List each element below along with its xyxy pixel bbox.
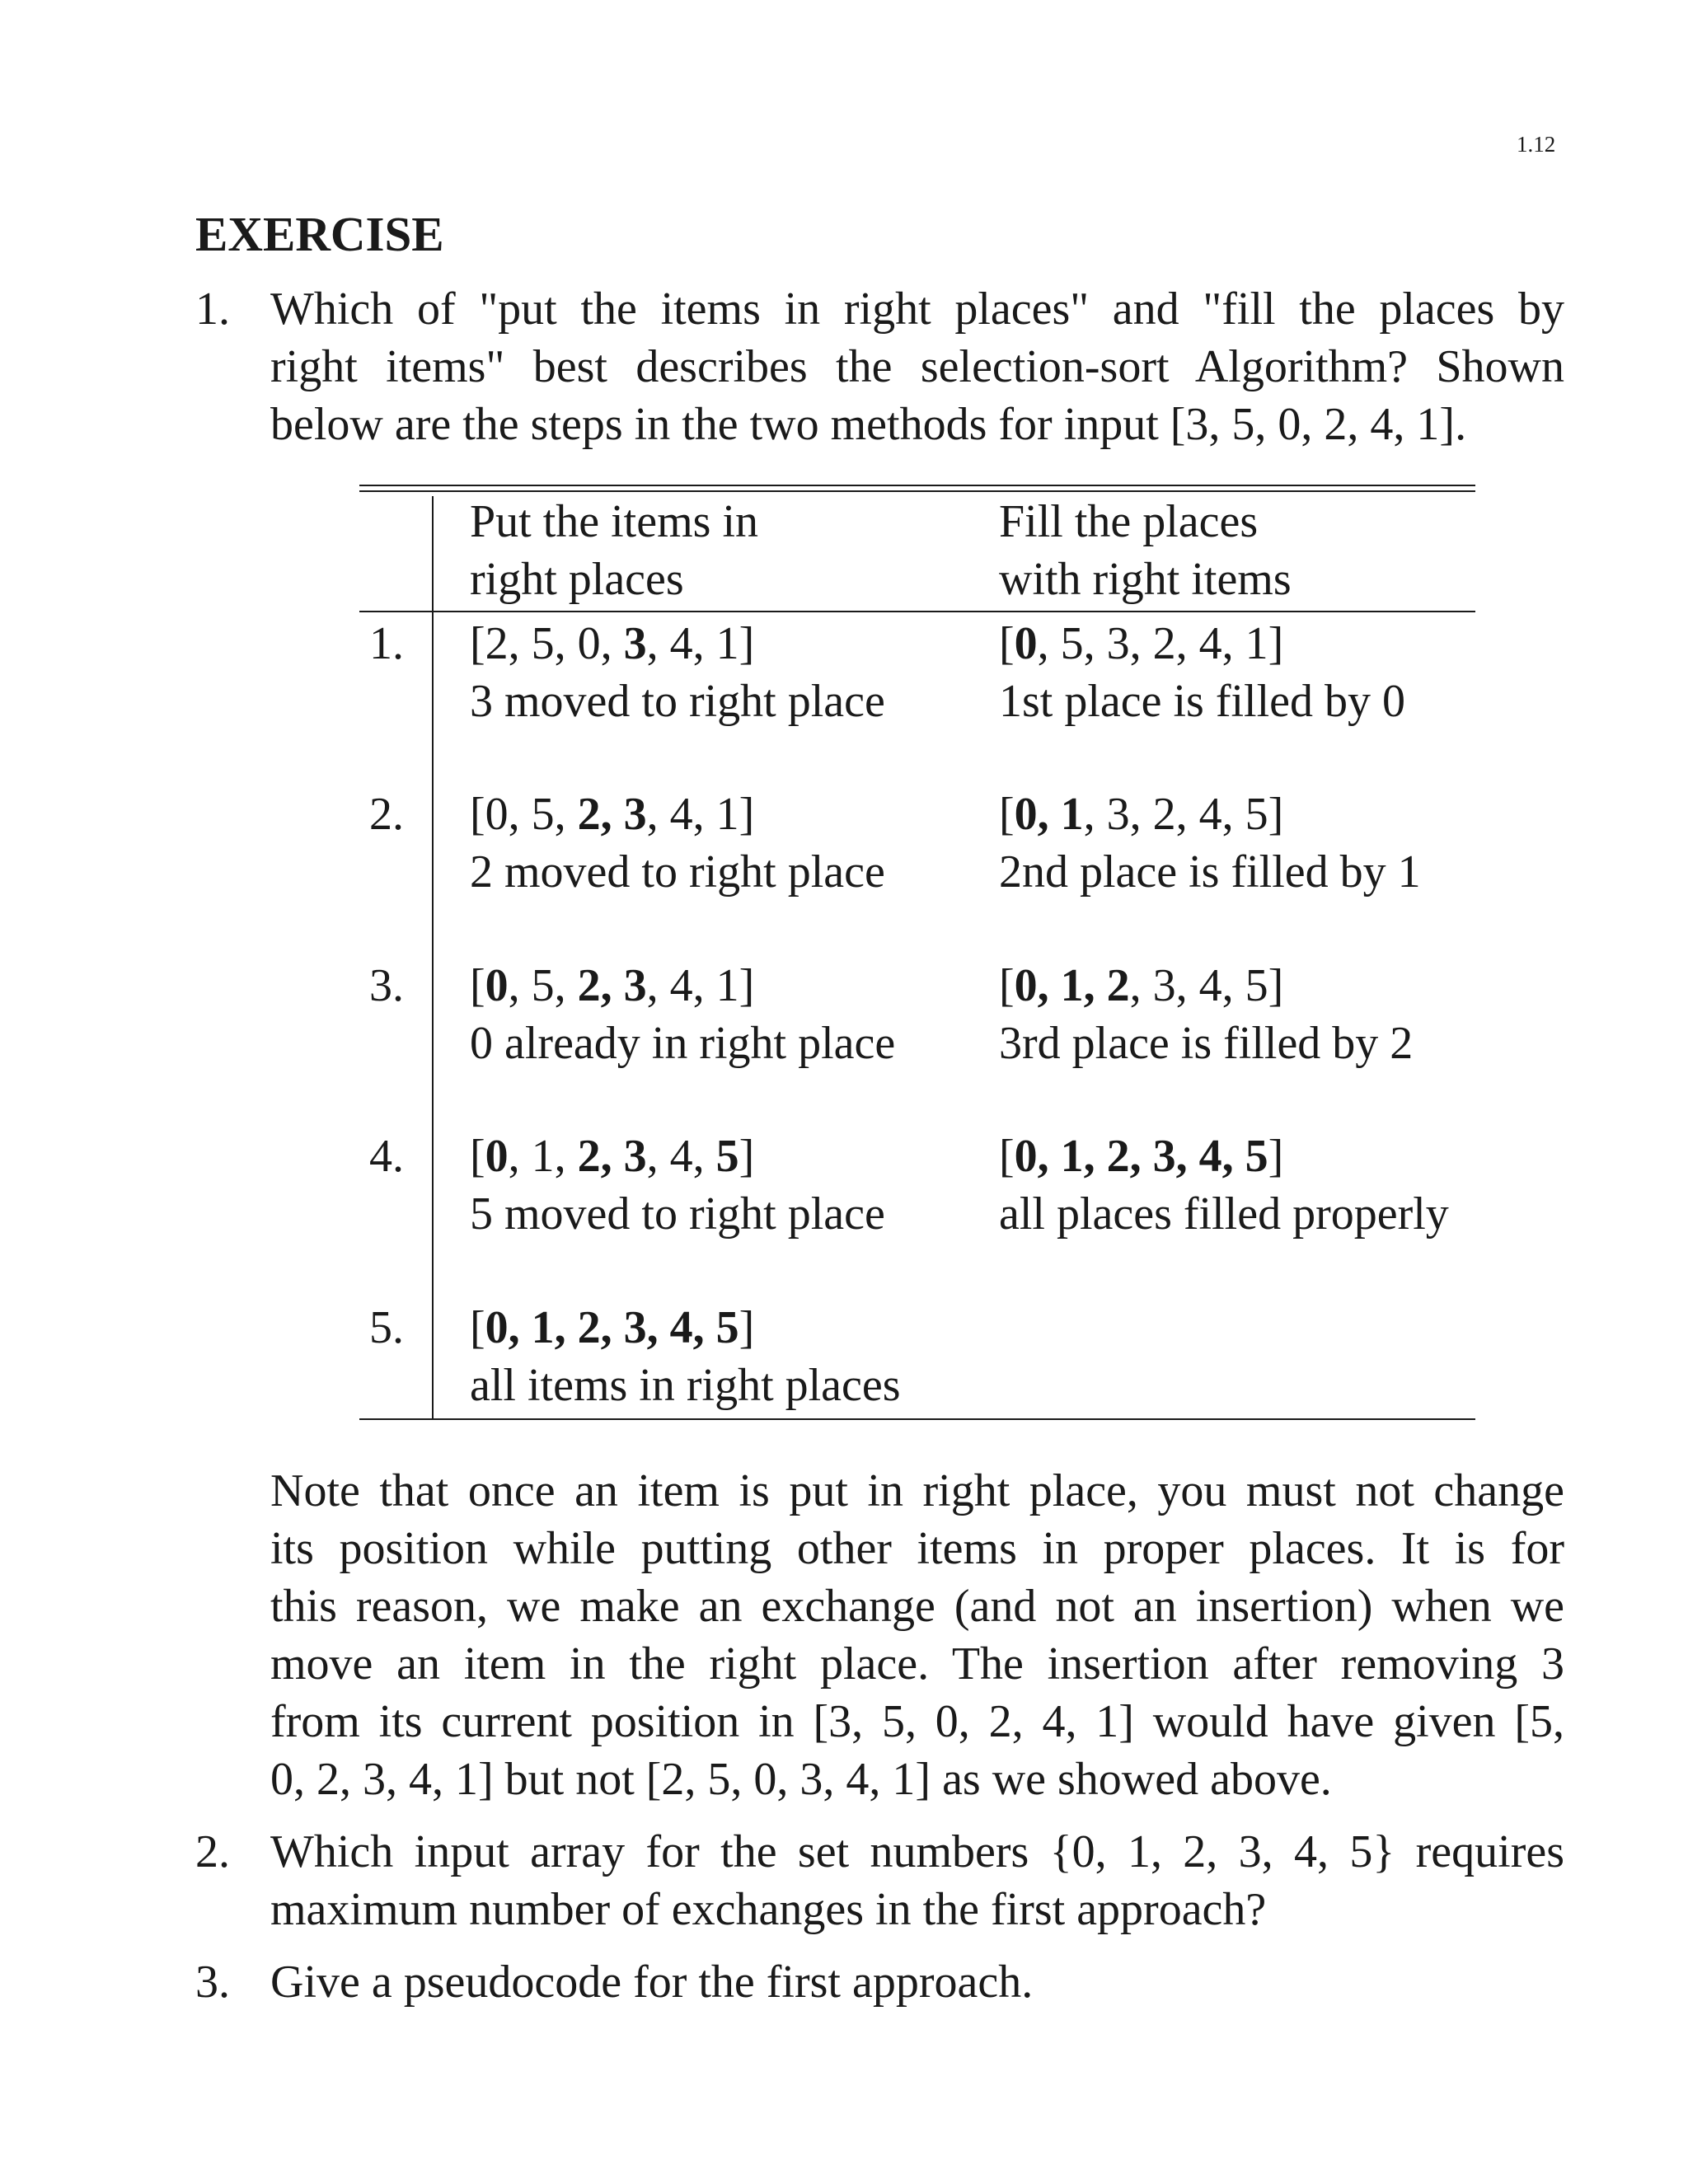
col1-header-line: right places — [470, 554, 684, 605]
question-2-text — [270, 1823, 1564, 1938]
table-top-rule — [359, 485, 1475, 486]
bold-item: 3 — [623, 618, 647, 669]
col2-note: 1st place is filled by 0 — [999, 676, 1406, 727]
array-text: [ — [470, 1302, 485, 1353]
question-1-number: 1. — [195, 284, 230, 335]
array-text: , 3, 4, 5] — [1129, 960, 1284, 1011]
table-column-rule — [432, 496, 434, 1420]
bold-item: 0 — [485, 960, 509, 1011]
col1-cell — [470, 785, 885, 901]
step-number: 4. — [369, 1131, 404, 1182]
step-number: 1. — [369, 618, 404, 669]
exercise-heading: EXERCISE — [195, 207, 444, 261]
bold-item: 0 — [485, 1131, 509, 1182]
note-line: move an item in the right place. The insertion after removing 3 — [270, 1638, 1564, 1690]
col1-note: 2 moved to right place — [470, 846, 885, 898]
col1-note: all items in right places — [470, 1360, 901, 1411]
question-3-line: Give a pseudocode for the first approach. — [270, 1957, 1034, 2008]
array-text: , 4, — [646, 1131, 716, 1182]
col2-header-line: with right items — [999, 554, 1292, 605]
question-1-line: below are the steps in the two methods for input [3, 5, 0, 2, 4, 1]. — [270, 399, 1467, 450]
steps-table — [359, 485, 1475, 1420]
array-text: [2, 5, 0, — [470, 618, 624, 669]
col2-cell — [999, 615, 1405, 730]
col2-array — [999, 957, 1413, 1015]
question-3-number: 3. — [195, 1957, 230, 2008]
note-line: its position while putting other items in proper places. It is for — [270, 1523, 1564, 1574]
col2-array — [999, 1127, 1449, 1185]
array-text: ] — [738, 1131, 755, 1182]
array-text: , 3, 2, 4, 5] — [1083, 789, 1284, 840]
step-number: 2. — [369, 789, 404, 840]
col1-header — [470, 493, 758, 608]
col2-header-line: Fill the places — [999, 496, 1259, 547]
col1-header-line: Put the items in — [470, 496, 758, 547]
bold-item: 2, 3 — [577, 1131, 647, 1182]
col1-array — [470, 1299, 901, 1357]
col2-note: 2nd place is filled by 1 — [999, 846, 1421, 898]
array-text: [ — [999, 789, 1015, 840]
table-header-rule — [359, 611, 1475, 612]
step-number: 5. — [369, 1302, 404, 1353]
question-3-text — [270, 1953, 1564, 2011]
array-text: [0, 5, — [470, 789, 578, 840]
question-1-line: Which of "put the items in right places" and "fill the places by — [270, 284, 1564, 335]
note-line: this reason, we make an exchange (and not an insertion) when we — [270, 1581, 1564, 1632]
col1-cell — [470, 615, 885, 730]
array-text: [ — [470, 1131, 485, 1182]
note-line: from its current position in [3, 5, 0, 2, 4, 1] would have given [5, — [270, 1696, 1564, 1747]
col1-note: 5 moved to right place — [470, 1188, 885, 1240]
bold-item: 5 — [715, 1131, 739, 1182]
array-text: , 4, 1] — [646, 789, 755, 840]
table-top-rule — [359, 490, 1475, 492]
array-text: , 4, 1] — [646, 960, 755, 1011]
array-text: , 5, — [508, 960, 578, 1011]
col1-note: 0 already in right place — [470, 1018, 896, 1069]
array-text: , 5, 3, 2, 4, 1] — [1037, 618, 1284, 669]
col2-array — [999, 615, 1405, 673]
col1-cell — [470, 1299, 901, 1414]
col2-note: 3rd place is filled by 2 — [999, 1018, 1414, 1069]
array-text: [ — [470, 960, 485, 1011]
bold-item: 0, 1, 2, 3, 4, 5 — [485, 1302, 739, 1353]
bold-item: 0 — [1014, 618, 1038, 669]
array-text: [ — [999, 960, 1015, 1011]
col1-cell — [470, 957, 895, 1072]
question-2-number: 2. — [195, 1826, 230, 1877]
col2-note: all places filled properly — [999, 1188, 1449, 1240]
array-text: , 4, 1] — [646, 618, 755, 669]
question-1-text — [270, 280, 1564, 453]
col2-cell — [999, 1127, 1449, 1243]
array-text: [ — [999, 618, 1015, 669]
col2-header — [999, 493, 1292, 608]
array-text: ] — [1268, 1131, 1284, 1182]
question-2-line: Which input array for the set numbers {0, 1, 2, 3, 4, 5} requires — [270, 1826, 1564, 1877]
bold-item: 0, 1, 2, 3, 4, 5 — [1014, 1131, 1268, 1182]
col1-note: 3 moved to right place — [470, 676, 885, 727]
step-number: 3. — [369, 960, 404, 1011]
array-text: [ — [999, 1131, 1015, 1182]
bold-item: 2, 3 — [577, 789, 647, 840]
col2-cell — [999, 785, 1421, 901]
question-2-line: maximum number of exchanges in the first approach? — [270, 1884, 1267, 1935]
col1-array — [470, 957, 895, 1015]
question-1-line: right items" best describes the selection-sort Algorithm? Shown — [270, 341, 1564, 392]
table-bottom-rule — [359, 1418, 1475, 1420]
array-text: ] — [738, 1302, 755, 1353]
note-line: Note that once an item is put in right place, you must not change — [270, 1465, 1564, 1516]
col1-array — [470, 1127, 885, 1185]
bold-item: 0, 1 — [1014, 789, 1084, 840]
note-paragraph — [270, 1462, 1564, 1808]
col2-array — [999, 785, 1421, 843]
note-line: 0, 2, 3, 4, 1] but not [2, 5, 0, 3, 4, 1] as we showed above. — [270, 1754, 1332, 1805]
col1-cell — [470, 1127, 885, 1243]
bold-item: 2, 3 — [577, 960, 647, 1011]
col1-array — [470, 615, 885, 673]
array-text: , 1, — [508, 1131, 578, 1182]
page-number: 1.12 — [1517, 132, 1556, 157]
col2-cell — [999, 957, 1413, 1072]
bold-item: 0, 1, 2 — [1014, 960, 1130, 1011]
col1-array — [470, 785, 885, 843]
